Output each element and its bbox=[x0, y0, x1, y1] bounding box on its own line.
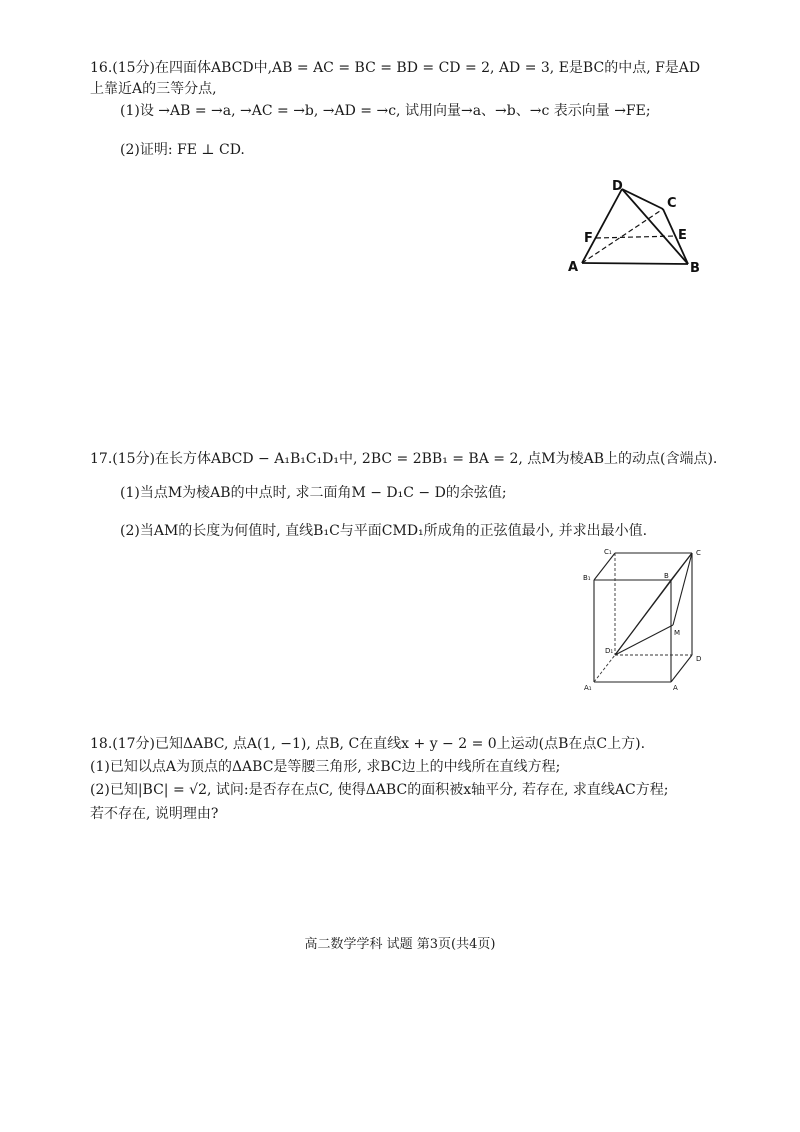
label-a: A bbox=[673, 684, 678, 692]
label-d: D bbox=[696, 655, 702, 663]
q16-line2: 上靠近A的三等分点, bbox=[90, 81, 217, 97]
label-b: B bbox=[664, 572, 669, 580]
edge-ac-hidden bbox=[582, 209, 663, 263]
edge-db bbox=[622, 189, 688, 264]
q16-part2: (2)证明: FE ⊥ CD. bbox=[120, 142, 245, 158]
q16-line1: 16.(15分)在四面体ABCD中,AB = AC = BC = BD = CD = 2, AD = 3, E是BC的中点, F是AD bbox=[90, 60, 701, 76]
q18-part1: (1)已知以点A为顶点的ΔABC是等腰三角形, 求BC边上的中线所在直线方程; bbox=[90, 759, 561, 775]
q17-part1: (1)当点M为棱AB的中点时, 求二面角M − D₁C − D的余弦值; bbox=[120, 485, 507, 501]
label-c1: C₁ bbox=[604, 548, 612, 556]
edge-a1-d1-hidden bbox=[594, 655, 615, 682]
label-d1: D₁ bbox=[605, 647, 614, 655]
q18-part2b: 若不存在, 说明理由? bbox=[90, 806, 219, 822]
cuboid-figure bbox=[578, 545, 708, 695]
edge-da bbox=[582, 189, 622, 263]
edge-ab bbox=[582, 263, 688, 264]
q18-line1: 18.(17分)已知ΔABC, 点A(1, −1), 点B, C在直线x + y − 2 = 0上运动(点B在点C上方). bbox=[90, 736, 646, 752]
q17-part2: (2)当AM的长度为何值时, 直线B₁C与平面CMD₁所成角的正弦值最小, 并求出最小值. bbox=[120, 523, 648, 539]
label-c: C bbox=[696, 549, 701, 557]
segment-d1-m bbox=[615, 625, 673, 655]
q16-part1: (1)设 →AB = →a, →AC = →b, →AD = →c, 试用向量→a、→b、→c 表示向量 →FE; bbox=[120, 103, 651, 119]
q17-line1: 17.(15分)在长方体ABCD − A₁B₁C₁D₁中, 2BC = 2BB₁ = BA = 2, 点M为棱AB上的动点(含端点). bbox=[90, 451, 718, 467]
segment-d1-b bbox=[615, 580, 671, 655]
tetrahedron-figure bbox=[560, 176, 710, 276]
label-d: D bbox=[612, 179, 623, 194]
label-a1: A₁ bbox=[584, 684, 592, 692]
label-b: B bbox=[690, 261, 700, 276]
page-footer: 高二数学学科 试题 第3页(共4页) bbox=[304, 937, 496, 952]
label-c: C bbox=[667, 196, 677, 211]
segment-c-m bbox=[673, 553, 692, 625]
edge-dc bbox=[622, 189, 663, 209]
label-m: M bbox=[674, 629, 681, 637]
label-e: E bbox=[678, 228, 687, 243]
edge-b1-c1 bbox=[594, 553, 615, 580]
q18-part2: (2)已知|BC| = √2, 试问:是否存在点C, 使得ΔABC的面积被x轴平分, 若存在, 求直线AC方程; bbox=[90, 782, 669, 798]
label-b1: B₁ bbox=[583, 574, 591, 582]
edge-a-d bbox=[671, 655, 692, 682]
label-f: F bbox=[584, 231, 593, 246]
label-a: A bbox=[568, 260, 579, 275]
